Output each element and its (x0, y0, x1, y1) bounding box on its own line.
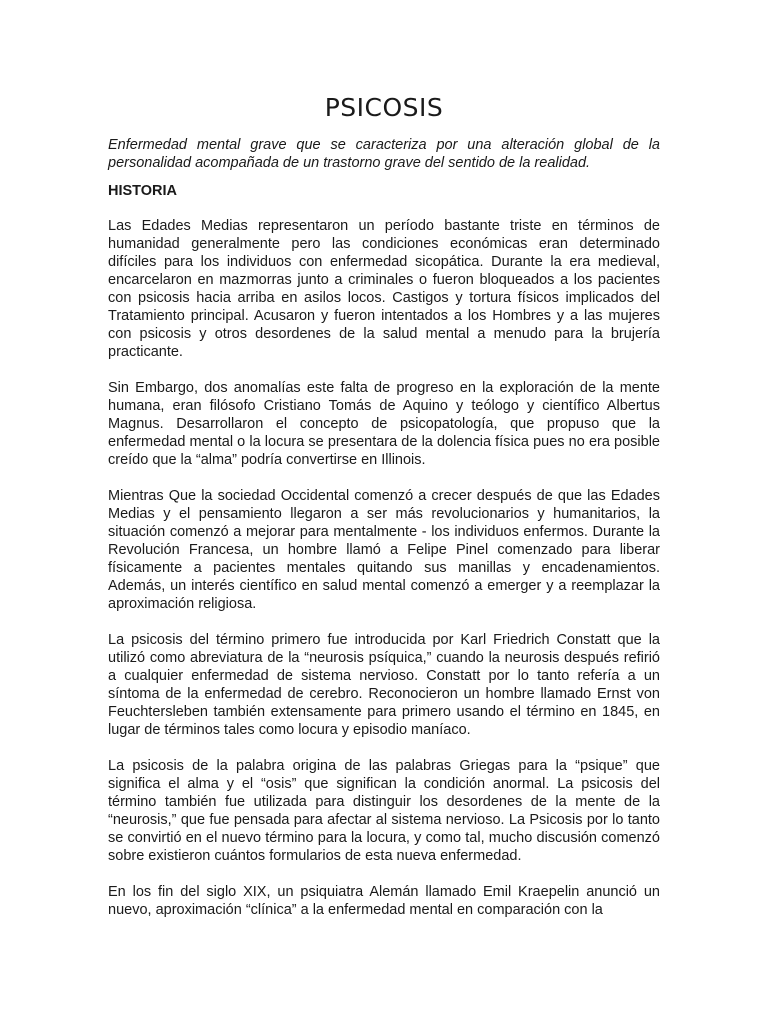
paragraph: Mientras Que la sociedad Occidental comenzó a crecer después de que las Edades Medias y el pensamiento llegaron a ser más revolucionarios y humanitarios, la situación comenzó a mejorar para mentalmente - los individuos enfermos. Durante la Revolución Francesa, un hombre llamó a Felipe Pinel comenzado para liberar físicamente a pacientes mentales quitando sus manillas y encadenamientos. Además, un interés científico en salud mental comenzó a emerger y a reemplazar la aproximación religiosa. (108, 488, 660, 612)
paragraph: Las Edades Medias representaron un período bastante triste en términos de humanidad generalmente pero las condiciones económicas eran determinado difíciles para los individuos con enfermedad sicopática. Durante la era medieval, encarcelaron en mazmorras junto a criminales o fueron bloqueados a los pacientes con psicosis hacia arriba en asilos locos. Castigos y tortura físicos implicados del Tratamiento principal. Acusaron y fueron intentados a los Hombres y a las mujeres con psicosis y otros desordenes de la salud mental a menudo para la brujería practicante. (108, 218, 660, 360)
page-title: PSICOSIS (324, 93, 444, 122)
paragraph: En los fin del siglo XIX, un psiquiatra Alemán llamado Emil Kraepelin anunció un nuevo, aproximación “clínica” a la enfermedad mental en comparación con la (108, 884, 660, 918)
definition-subtitle: Enfermedad mental grave que se caracteriza por una alteración global de la personalidad acompañada de un trastorno grave del sentido de la realidad. (108, 137, 660, 171)
section-heading-historia: HISTORIA (108, 183, 178, 199)
paragraph: La psicosis de la palabra origina de las palabras Griegas para la “psique” que significa el alma y el “osis” que significan la condición anormal. La psicosis del término también fue utilizada para distinguir los desordenes de la mente de la “neurosis,” que fue pensada para afectar al sistema nervioso. La Psicosis por lo tanto se convirtió en el nuevo término para la locura, y como tal, mucho discusión comenzó sobre existieron cuántos formularios de esta nueva enfermedad. (108, 758, 660, 864)
paragraph: Sin Embargo, dos anomalías este falta de progreso en la exploración de la mente humana, eran filósofo Cristiano Tomás de Aquino y teólogo y científico Albertus Magnus. Desarrollaron el concepto de psicopatología, que propuso que la enfermedad mental o la locura se presentara de la dolencia física pues no era posible creído que la “alma” podría convertirse en Illinois. (108, 380, 660, 468)
document-page (108, 0, 660, 919)
paragraph: La psicosis del término primero fue introducida por Karl Friedrich Constatt que la utilizó como abreviatura de la “neurosis psíquica,” cuando la neurosis después refirió a cualquier enfermedad de sistema nervioso. Constatt por lo tanto refería a un síntoma de la enfermedad de cerebro. Reconocieron un hombre llamado Ernst von Feuchtersleben también extensamente para primero usando el término en 1845, en lugar de términos tales como locura y episodio maníaco. (108, 632, 660, 738)
